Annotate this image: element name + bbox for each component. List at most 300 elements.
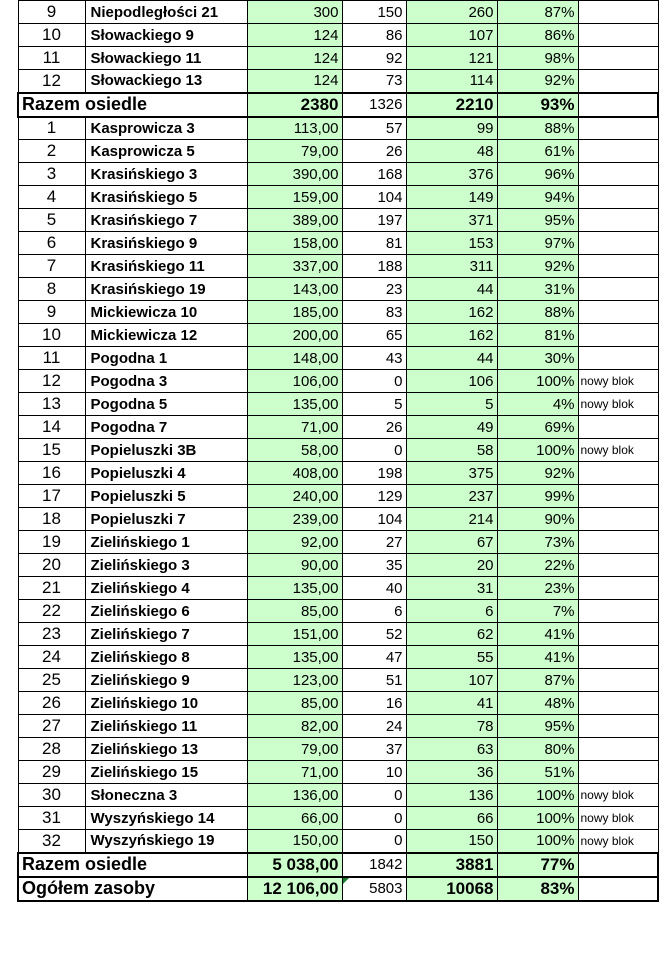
note-cell[interactable] <box>578 186 658 209</box>
row-number-cell[interactable]: 11 <box>18 47 85 70</box>
count-cell[interactable]: 57 <box>342 117 406 140</box>
building-name-cell[interactable]: Popieluszki 3B <box>85 439 247 462</box>
building-name-cell[interactable]: Zielińskiego 1 <box>85 531 247 554</box>
area-cell[interactable]: 150,00 <box>247 830 342 853</box>
percent-cell[interactable]: 100% <box>497 439 578 462</box>
building-name-cell[interactable]: Pogodna 3 <box>85 370 247 393</box>
total-percent-cell[interactable]: 77% <box>497 853 578 877</box>
table-row <box>18 761 658 784</box>
total-row <box>18 93 658 117</box>
percent-cell[interactable]: 88% <box>497 301 578 324</box>
note-cell[interactable] <box>578 485 658 508</box>
area-cell[interactable]: 151,00 <box>247 623 342 646</box>
note-cell[interactable]: nowy blok <box>578 393 658 416</box>
count-cell[interactable]: 26 <box>342 416 406 439</box>
value-cell[interactable]: 260 <box>406 1 497 24</box>
spreadsheet-body <box>18 1 658 901</box>
note-cell[interactable] <box>578 577 658 600</box>
value-cell[interactable]: 78 <box>406 715 497 738</box>
building-name-cell[interactable]: Mickiewicza 12 <box>85 324 247 347</box>
building-name-cell[interactable]: Krasińskiego 19 <box>85 278 247 301</box>
area-cell[interactable]: 135,00 <box>247 577 342 600</box>
count-cell[interactable]: 47 <box>342 646 406 669</box>
building-name-cell[interactable]: Pogodna 1 <box>85 347 247 370</box>
total-count-cell[interactable]: 1842 <box>342 853 406 877</box>
percent-cell[interactable]: 99% <box>497 485 578 508</box>
value-cell[interactable]: 99 <box>406 117 497 140</box>
total-area-cell[interactable]: 5 038,00 <box>247 853 342 877</box>
area-cell[interactable]: 158,00 <box>247 232 342 255</box>
building-name-cell[interactable]: Pogodna 5 <box>85 393 247 416</box>
percent-cell[interactable]: 86% <box>497 24 578 47</box>
percent-cell[interactable]: 94% <box>497 186 578 209</box>
note-cell[interactable] <box>578 324 658 347</box>
area-cell[interactable]: 106,00 <box>247 370 342 393</box>
total-value-cell[interactable]: 2210 <box>406 93 497 117</box>
row-number-cell[interactable]: 18 <box>18 508 85 531</box>
area-cell[interactable]: 390,00 <box>247 163 342 186</box>
spreadsheet-table <box>17 0 659 902</box>
building-name-cell[interactable]: Wyszyńskiego 19 <box>85 830 247 853</box>
row-number-cell[interactable]: 15 <box>18 439 85 462</box>
area-cell[interactable]: 135,00 <box>247 393 342 416</box>
value-cell[interactable]: 67 <box>406 531 497 554</box>
row-number-cell[interactable]: 13 <box>18 393 85 416</box>
area-cell[interactable]: 136,00 <box>247 784 342 807</box>
percent-cell[interactable]: 41% <box>497 623 578 646</box>
row-number-cell[interactable]: 19 <box>18 531 85 554</box>
area-cell[interactable]: 71,00 <box>247 761 342 784</box>
building-name-cell[interactable]: Zielińskiego 8 <box>85 646 247 669</box>
building-name-cell[interactable]: Wyszyńskiego 14 <box>85 807 247 830</box>
note-cell[interactable] <box>578 462 658 485</box>
area-cell[interactable]: 185,00 <box>247 301 342 324</box>
count-cell[interactable]: 168 <box>342 163 406 186</box>
percent-cell[interactable]: 98% <box>497 47 578 70</box>
count-cell[interactable]: 0 <box>342 830 406 853</box>
count-cell[interactable]: 0 <box>342 439 406 462</box>
table-row <box>18 278 658 301</box>
note-cell[interactable] <box>578 554 658 577</box>
count-cell[interactable]: 52 <box>342 623 406 646</box>
note-cell[interactable] <box>578 623 658 646</box>
area-cell[interactable]: 124 <box>247 47 342 70</box>
building-name-cell[interactable]: Zielińskiego 3 <box>85 554 247 577</box>
row-number-cell[interactable]: 10 <box>18 324 85 347</box>
note-cell[interactable] <box>578 715 658 738</box>
note-cell[interactable] <box>578 646 658 669</box>
value-cell[interactable]: 136 <box>406 784 497 807</box>
building-name-cell[interactable]: Zielińskiego 11 <box>85 715 247 738</box>
percent-cell[interactable]: 41% <box>497 646 578 669</box>
building-name-cell[interactable]: Krasińskiego 9 <box>85 232 247 255</box>
note-cell[interactable] <box>578 47 658 70</box>
percent-cell[interactable]: 90% <box>497 508 578 531</box>
row-number-cell[interactable]: 26 <box>18 692 85 715</box>
percent-cell[interactable]: 97% <box>497 232 578 255</box>
value-cell[interactable]: 48 <box>406 140 497 163</box>
value-cell[interactable]: 107 <box>406 669 497 692</box>
count-cell[interactable]: 0 <box>342 784 406 807</box>
row-number-cell[interactable]: 11 <box>18 347 85 370</box>
total-note-cell[interactable] <box>578 877 658 901</box>
value-cell[interactable]: 107 <box>406 24 497 47</box>
total-row <box>18 853 658 877</box>
area-cell[interactable]: 159,00 <box>247 186 342 209</box>
area-cell[interactable]: 124 <box>247 24 342 47</box>
note-cell[interactable] <box>578 347 658 370</box>
percent-cell[interactable]: 81% <box>497 324 578 347</box>
note-cell[interactable]: nowy blok <box>578 807 658 830</box>
percent-cell[interactable]: 92% <box>497 255 578 278</box>
value-cell[interactable]: 114 <box>406 70 497 93</box>
total-label-cell[interactable]: Razem osiedle <box>18 93 247 117</box>
note-cell[interactable] <box>578 209 658 232</box>
table-row <box>18 623 658 646</box>
table-row <box>18 393 658 416</box>
row-number-cell[interactable]: 28 <box>18 738 85 761</box>
count-cell[interactable]: 43 <box>342 347 406 370</box>
note-cell[interactable]: nowy blok <box>578 370 658 393</box>
building-name-cell[interactable]: Popieluszki 7 <box>85 508 247 531</box>
total-percent-cell[interactable]: 83% <box>497 877 578 901</box>
table-row <box>18 347 658 370</box>
area-cell[interactable]: 85,00 <box>247 600 342 623</box>
value-cell[interactable]: 371 <box>406 209 497 232</box>
area-cell[interactable]: 408,00 <box>247 462 342 485</box>
percent-cell[interactable]: 61% <box>497 140 578 163</box>
row-number-cell[interactable]: 12 <box>18 370 85 393</box>
table-row <box>18 70 658 93</box>
count-cell[interactable]: 37 <box>342 738 406 761</box>
note-cell[interactable] <box>578 600 658 623</box>
note-cell[interactable] <box>578 416 658 439</box>
area-cell[interactable]: 143,00 <box>247 278 342 301</box>
building-name-cell[interactable]: Krasińskiego 11 <box>85 255 247 278</box>
total-note-cell[interactable] <box>578 853 658 877</box>
row-number-cell[interactable]: 29 <box>18 761 85 784</box>
row-number-cell[interactable]: 20 <box>18 554 85 577</box>
note-cell[interactable] <box>578 24 658 47</box>
total-label-cell[interactable]: Razem osiedle <box>18 853 247 877</box>
table-row <box>18 439 658 462</box>
count-cell[interactable]: 51 <box>342 669 406 692</box>
building-name-cell[interactable]: Zielińskiego 6 <box>85 600 247 623</box>
row-number-cell[interactable]: 5 <box>18 209 85 232</box>
total-count-cell[interactable]: 5803 <box>342 877 406 901</box>
note-cell[interactable] <box>578 508 658 531</box>
total-note-cell[interactable] <box>578 93 658 117</box>
percent-cell[interactable]: 95% <box>497 715 578 738</box>
value-cell[interactable]: 20 <box>406 554 497 577</box>
percent-cell[interactable]: 80% <box>497 738 578 761</box>
total-area-cell[interactable]: 2380 <box>247 93 342 117</box>
total-label-cell[interactable]: Ogółem zasoby <box>18 877 247 901</box>
percent-cell[interactable]: 87% <box>497 669 578 692</box>
value-cell[interactable]: 58 <box>406 439 497 462</box>
table-row <box>18 600 658 623</box>
value-cell[interactable]: 106 <box>406 370 497 393</box>
area-cell[interactable]: 300 <box>247 1 342 24</box>
value-cell[interactable]: 66 <box>406 807 497 830</box>
row-number-cell[interactable]: 8 <box>18 278 85 301</box>
row-number-cell[interactable]: 6 <box>18 232 85 255</box>
building-name-cell[interactable]: Popieluszki 5 <box>85 485 247 508</box>
value-cell[interactable]: 149 <box>406 186 497 209</box>
building-name-cell[interactable]: Słowackiego 9 <box>85 24 247 47</box>
area-cell[interactable]: 92,00 <box>247 531 342 554</box>
percent-cell[interactable]: 69% <box>497 416 578 439</box>
building-name-cell[interactable]: Słowackiego 13 <box>85 70 247 93</box>
row-number-cell[interactable]: 1 <box>18 117 85 140</box>
value-cell[interactable]: 150 <box>406 830 497 853</box>
note-cell[interactable]: nowy blok <box>578 784 658 807</box>
row-number-cell[interactable]: 23 <box>18 623 85 646</box>
area-cell[interactable]: 79,00 <box>247 738 342 761</box>
total-count-cell[interactable]: 1326 <box>342 93 406 117</box>
area-cell[interactable]: 90,00 <box>247 554 342 577</box>
building-name-cell[interactable]: Zielińskiego 13 <box>85 738 247 761</box>
percent-cell[interactable]: 48% <box>497 692 578 715</box>
note-cell[interactable] <box>578 70 658 93</box>
count-cell[interactable]: 0 <box>342 370 406 393</box>
percent-cell[interactable]: 73% <box>497 531 578 554</box>
row-number-cell[interactable]: 2 <box>18 140 85 163</box>
count-cell[interactable]: 129 <box>342 485 406 508</box>
table-row <box>18 715 658 738</box>
total-area-cell[interactable]: 12 106,00 <box>247 877 342 901</box>
area-cell[interactable]: 71,00 <box>247 416 342 439</box>
table-row <box>18 462 658 485</box>
building-name-cell[interactable]: Mickiewicza 10 <box>85 301 247 324</box>
table-row <box>18 209 658 232</box>
count-cell[interactable]: 73 <box>342 70 406 93</box>
building-name-cell[interactable]: Zielińskiego 15 <box>85 761 247 784</box>
count-cell[interactable]: 23 <box>342 278 406 301</box>
value-cell[interactable]: 311 <box>406 255 497 278</box>
value-cell[interactable]: 162 <box>406 301 497 324</box>
area-cell[interactable]: 389,00 <box>247 209 342 232</box>
value-cell[interactable]: 44 <box>406 347 497 370</box>
value-cell[interactable]: 6 <box>406 600 497 623</box>
count-cell[interactable]: 0 <box>342 807 406 830</box>
note-cell[interactable] <box>578 761 658 784</box>
value-cell[interactable]: 55 <box>406 646 497 669</box>
building-name-cell[interactable]: Zielińskiego 7 <box>85 623 247 646</box>
value-cell[interactable]: 41 <box>406 692 497 715</box>
note-cell[interactable] <box>578 692 658 715</box>
building-name-cell[interactable]: Kasprowicza 5 <box>85 140 247 163</box>
value-cell[interactable]: 31 <box>406 577 497 600</box>
percent-cell[interactable]: 7% <box>497 600 578 623</box>
note-cell[interactable] <box>578 163 658 186</box>
note-cell[interactable] <box>578 669 658 692</box>
value-cell[interactable]: 237 <box>406 485 497 508</box>
table-row <box>18 1 658 24</box>
table-row <box>18 232 658 255</box>
note-cell[interactable] <box>578 301 658 324</box>
total-percent-cell[interactable]: 93% <box>497 93 578 117</box>
note-cell[interactable] <box>578 140 658 163</box>
row-number-cell[interactable]: 22 <box>18 600 85 623</box>
count-cell[interactable]: 104 <box>342 508 406 531</box>
percent-cell[interactable]: 92% <box>497 70 578 93</box>
count-cell[interactable]: 27 <box>342 531 406 554</box>
value-cell[interactable]: 49 <box>406 416 497 439</box>
note-cell[interactable] <box>578 531 658 554</box>
count-cell[interactable]: 104 <box>342 186 406 209</box>
percent-cell[interactable]: 100% <box>497 784 578 807</box>
table-row <box>18 669 658 692</box>
count-cell[interactable]: 81 <box>342 232 406 255</box>
percent-cell[interactable]: 51% <box>497 761 578 784</box>
count-cell[interactable]: 65 <box>342 324 406 347</box>
total-value-cell[interactable]: 10068 <box>406 877 497 901</box>
table-row <box>18 163 658 186</box>
percent-cell[interactable]: 30% <box>497 347 578 370</box>
note-cell[interactable]: nowy blok <box>578 439 658 462</box>
count-cell[interactable]: 24 <box>342 715 406 738</box>
total-row <box>18 877 658 901</box>
row-number-cell[interactable]: 24 <box>18 646 85 669</box>
value-cell[interactable]: 63 <box>406 738 497 761</box>
count-cell[interactable]: 35 <box>342 554 406 577</box>
table-row <box>18 692 658 715</box>
percent-cell[interactable]: 31% <box>497 278 578 301</box>
percent-cell[interactable]: 4% <box>497 393 578 416</box>
value-cell[interactable]: 36 <box>406 761 497 784</box>
value-cell[interactable]: 121 <box>406 47 497 70</box>
building-name-cell[interactable]: Zielińskiego 4 <box>85 577 247 600</box>
area-cell[interactable]: 58,00 <box>247 439 342 462</box>
building-name-cell[interactable]: Słoneczna 3 <box>85 784 247 807</box>
note-cell[interactable] <box>578 738 658 761</box>
area-cell[interactable]: 124 <box>247 70 342 93</box>
count-cell[interactable]: 40 <box>342 577 406 600</box>
percent-cell[interactable]: 95% <box>497 209 578 232</box>
row-number-cell[interactable]: 25 <box>18 669 85 692</box>
note-cell[interactable] <box>578 255 658 278</box>
building-name-cell[interactable]: Zielińskiego 10 <box>85 692 247 715</box>
row-number-cell[interactable]: 3 <box>18 163 85 186</box>
note-cell[interactable] <box>578 278 658 301</box>
percent-cell[interactable]: 100% <box>497 807 578 830</box>
area-cell[interactable]: 240,00 <box>247 485 342 508</box>
building-name-cell[interactable]: Pogodna 7 <box>85 416 247 439</box>
value-cell[interactable]: 62 <box>406 623 497 646</box>
row-number-cell[interactable]: 32 <box>18 830 85 853</box>
total-value-cell[interactable]: 3881 <box>406 853 497 877</box>
count-cell[interactable]: 86 <box>342 24 406 47</box>
table-row <box>18 784 658 807</box>
percent-cell[interactable]: 22% <box>497 554 578 577</box>
value-cell[interactable]: 153 <box>406 232 497 255</box>
building-name-cell[interactable]: Krasińskiego 5 <box>85 186 247 209</box>
row-number-cell[interactable]: 4 <box>18 186 85 209</box>
count-cell[interactable]: 150 <box>342 1 406 24</box>
count-cell[interactable]: 197 <box>342 209 406 232</box>
row-number-cell[interactable]: 12 <box>18 70 85 93</box>
note-cell[interactable] <box>578 117 658 140</box>
area-cell[interactable]: 66,00 <box>247 807 342 830</box>
note-cell[interactable]: nowy blok <box>578 830 658 853</box>
percent-cell[interactable]: 100% <box>497 370 578 393</box>
count-cell[interactable]: 92 <box>342 47 406 70</box>
table-row <box>18 324 658 347</box>
table-row <box>18 47 658 70</box>
row-number-cell[interactable]: 27 <box>18 715 85 738</box>
percent-cell[interactable]: 92% <box>497 462 578 485</box>
value-cell[interactable]: 162 <box>406 324 497 347</box>
value-cell[interactable]: 44 <box>406 278 497 301</box>
percent-cell[interactable]: 96% <box>497 163 578 186</box>
building-name-cell[interactable]: Popieluszki 4 <box>85 462 247 485</box>
count-cell[interactable]: 83 <box>342 301 406 324</box>
table-row <box>18 186 658 209</box>
area-cell[interactable]: 123,00 <box>247 669 342 692</box>
area-cell[interactable]: 82,00 <box>247 715 342 738</box>
count-cell[interactable]: 5 <box>342 393 406 416</box>
percent-cell[interactable]: 87% <box>497 1 578 24</box>
row-number-cell[interactable]: 30 <box>18 784 85 807</box>
building-name-cell[interactable]: Krasińskiego 7 <box>85 209 247 232</box>
row-number-cell[interactable]: 16 <box>18 462 85 485</box>
area-cell[interactable]: 79,00 <box>247 140 342 163</box>
row-number-cell[interactable]: 9 <box>18 1 85 24</box>
table-row <box>18 738 658 761</box>
row-number-cell[interactable]: 14 <box>18 416 85 439</box>
table-row <box>18 117 658 140</box>
note-cell[interactable] <box>578 1 658 24</box>
area-cell[interactable]: 200,00 <box>247 324 342 347</box>
area-cell[interactable]: 135,00 <box>247 646 342 669</box>
table-row <box>18 830 658 853</box>
row-number-cell[interactable]: 17 <box>18 485 85 508</box>
table-row <box>18 508 658 531</box>
value-cell[interactable]: 214 <box>406 508 497 531</box>
percent-cell[interactable]: 88% <box>497 117 578 140</box>
area-cell[interactable]: 148,00 <box>247 347 342 370</box>
count-cell[interactable]: 26 <box>342 140 406 163</box>
building-name-cell[interactable]: Krasińskiego 3 <box>85 163 247 186</box>
value-cell[interactable]: 375 <box>406 462 497 485</box>
note-cell[interactable] <box>578 232 658 255</box>
percent-cell[interactable]: 23% <box>497 577 578 600</box>
count-cell[interactable]: 10 <box>342 761 406 784</box>
percent-cell[interactable]: 100% <box>497 830 578 853</box>
building-name-cell[interactable]: Kasprowicza 3 <box>85 117 247 140</box>
count-cell[interactable]: 188 <box>342 255 406 278</box>
row-number-cell[interactable]: 9 <box>18 301 85 324</box>
building-name-cell[interactable]: Słowackiego 11 <box>85 47 247 70</box>
area-cell[interactable]: 337,00 <box>247 255 342 278</box>
count-cell[interactable]: 6 <box>342 600 406 623</box>
row-number-cell[interactable]: 7 <box>18 255 85 278</box>
area-cell[interactable]: 113,00 <box>247 117 342 140</box>
count-cell[interactable]: 198 <box>342 462 406 485</box>
row-number-cell[interactable]: 21 <box>18 577 85 600</box>
row-number-cell[interactable]: 10 <box>18 24 85 47</box>
building-name-cell[interactable]: Zielińskiego 9 <box>85 669 247 692</box>
building-name-cell[interactable]: Niepodległości 21 <box>85 1 247 24</box>
table-row <box>18 485 658 508</box>
value-cell[interactable]: 5 <box>406 393 497 416</box>
area-cell[interactable]: 239,00 <box>247 508 342 531</box>
row-number-cell[interactable]: 31 <box>18 807 85 830</box>
value-cell[interactable]: 376 <box>406 163 497 186</box>
count-cell[interactable]: 16 <box>342 692 406 715</box>
area-cell[interactable]: 85,00 <box>247 692 342 715</box>
